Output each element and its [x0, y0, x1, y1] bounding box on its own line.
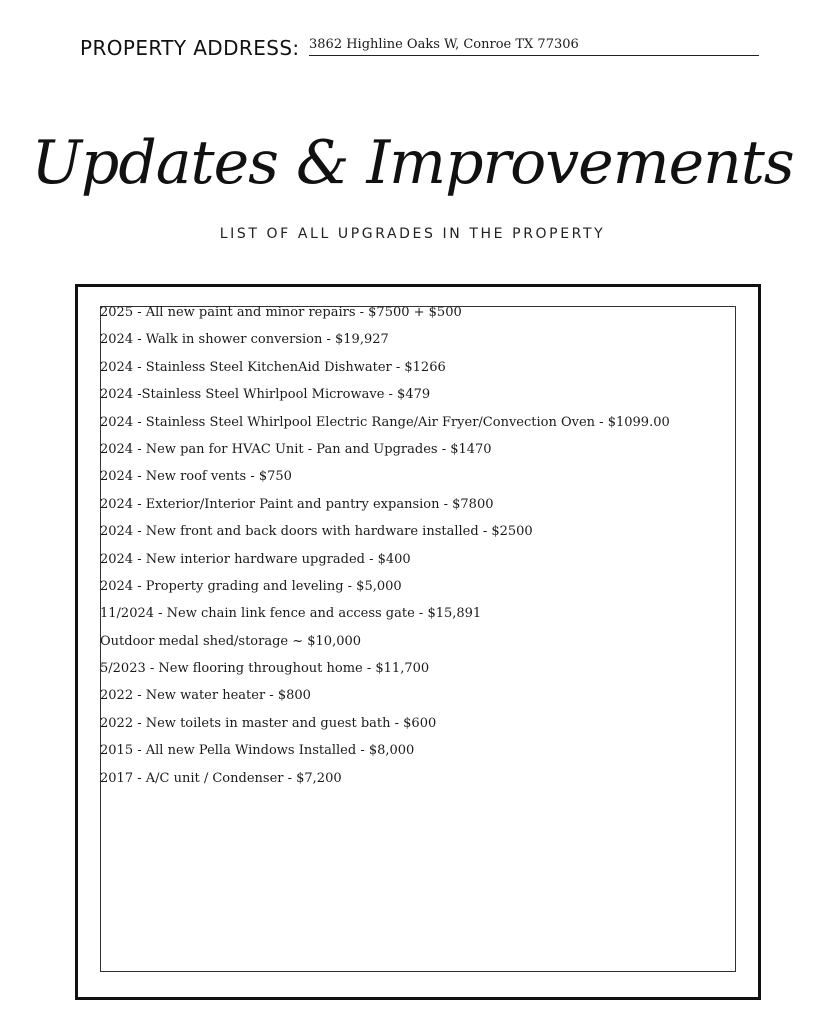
- upgrade-item: 5/2023 - New flooring throughout home - $11,700: [100, 661, 430, 677]
- upgrade-item: 2015 - All new Pella Windows Installed - $8,000: [100, 743, 415, 759]
- upgrade-item: 2022 - New toilets in master and guest bath - $600: [100, 715, 437, 731]
- upgrade-item: 2024 - New roof vents - $750: [100, 469, 292, 485]
- upgrade-item: 2017 - A/C unit / Condenser - $7,200: [100, 770, 342, 786]
- upgrade-item: 2024 -Stainless Steel Whirlpool Microwave - $479: [100, 387, 431, 403]
- upgrade-item: 2022 - New water heater - $800: [100, 688, 311, 704]
- upgrade-item: 11/2024 - New chain link fence and access gate - $15,891: [100, 606, 482, 622]
- upgrade-item: 2024 - New pan for HVAC Unit - Pan and Upgrades - $1470: [100, 441, 492, 457]
- upgrade-item: 2024 - Exterior/Interior Paint and pantry expansion - $7800: [100, 496, 494, 512]
- property-address-label: PROPERTY ADDRESS:: [80, 36, 300, 60]
- upgrade-item: 2024 - Stainless Steel Whirlpool Electric Range/Air Fryer/Convection Oven - $1099.00: [100, 414, 670, 430]
- upgrade-item: 2024 - Property grading and leveling - $5,000: [100, 578, 402, 594]
- upgrades-list: [100, 303, 735, 796]
- upgrade-item: 2024 - New front and back doors with hardware installed - $2500: [100, 524, 533, 540]
- page-subtitle: LIST OF ALL UPGRADES IN THE PROPERTY: [219, 226, 606, 242]
- upgrade-item: 2024 - Walk in shower conversion - $19,927: [100, 332, 389, 348]
- page-title: Updates & Improvements: [31, 128, 794, 198]
- upgrade-item: 2024 - New interior hardware upgraded - $400: [100, 551, 411, 567]
- address-underline: [309, 55, 759, 56]
- property-address-row: [80, 34, 760, 58]
- upgrade-item: 2025 - All new paint and minor repairs - $7500 + $500: [100, 305, 462, 320]
- property-address-value: 3862 Highline Oaks W, Conroe TX 77306: [309, 37, 579, 52]
- upgrade-item: Outdoor medal shed/storage ~ $10,000: [100, 633, 362, 649]
- upgrade-item: 2024 - Stainless Steel KitchenAid Dishwater - $1266: [100, 359, 446, 375]
